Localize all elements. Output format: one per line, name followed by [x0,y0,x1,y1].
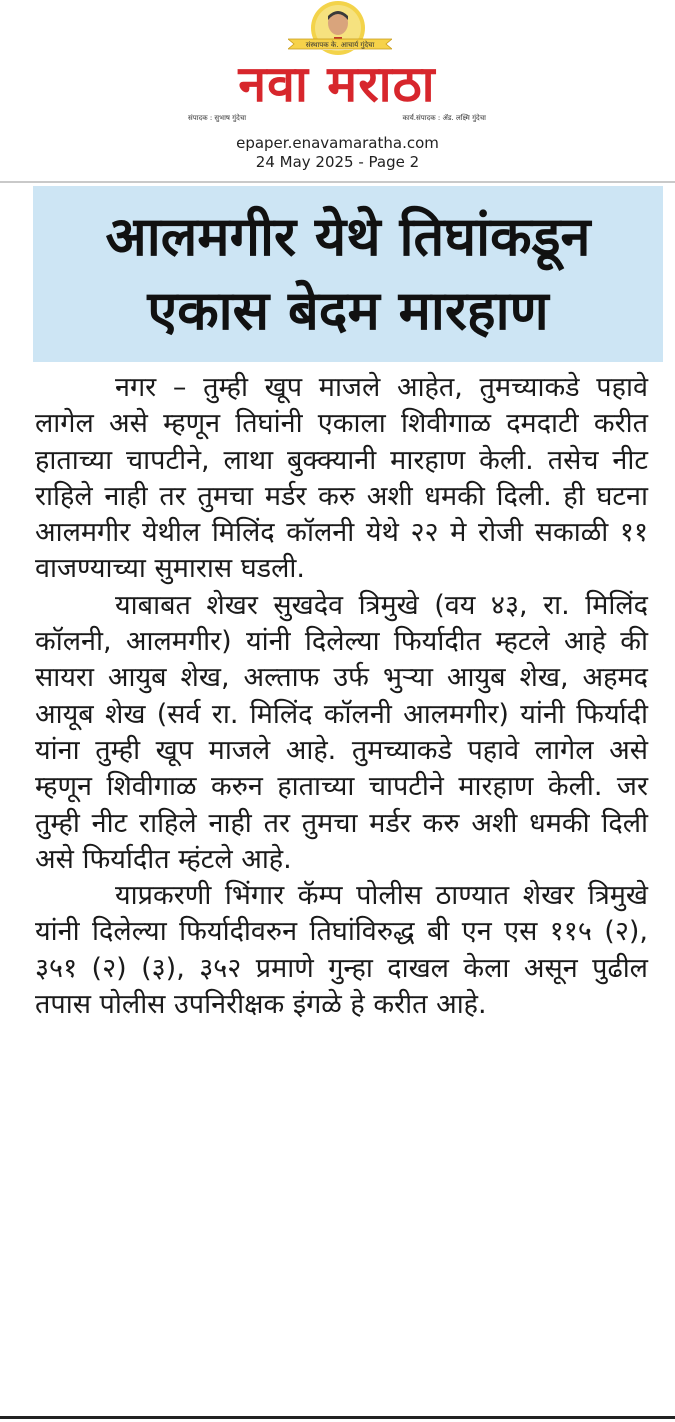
epaper-url: epaper.enavamaratha.com [236,134,439,152]
headline-line-1: आलमगीर येथे तिघांकडून [105,205,591,268]
top-divider [0,181,675,183]
headline-box [33,186,663,362]
editor-name: संपादक : सुभाष गुंदेचा [188,114,247,122]
article-headline [33,186,663,348]
date-and-page: 24 May 2025 - Page 2 [255,153,420,171]
newspaper-logo: नवा मराठा [238,55,436,113]
article-paragraph-2: याबाबत शेखर सुखदेव त्रिमुखे (वय ४३, रा. मिलिंद कॉलनी, आलमगीर) यांनी दिलेल्या फिर्यादीत म्हटले आहे की सायरा आयुब शेख, अल्ताफ उर्फ भुऱ्या आयुब शेख, अहमद आयूब शेख (सर्व रा. मिलिंद कॉलनी आलमगीर) यांनी फिर्यादी यांना तुम्ही खूप माजले आहे. तुमच्याकडे पहावे लागेल असे म्हणून शिवीगाळ करुन हाताच्या चापटीने मारहाण केली. जर तुम्ही नीट राहिले नाही तर तुमचा मर्डर करु अशी धमकी दिली असे फिर्यादीत म्हंटले आहे. [35,589,648,875]
founder-ribbon [288,36,392,52]
svg-text:संस्थापक के. आचार्य गुंदेचा: संस्थापक के. आचार्य गुंदेचा [305,41,375,49]
headline-line-2: एकास बेदम मारहाण [147,279,549,342]
article-paragraph-1: नगर – तुम्ही खूप माजले आहेत, तुमच्याकडे पहावे लागेल असे म्हणून तिघांनी एकाला शिवीगाळ दमदाटी करीत हाताच्या चापटीने, लाथा बुक्क्यानी मारहाण केली. तसेच नीट राहिले नाही तर तुमचा मर्डर करु अशी धमकी दिली. ही घटना आलमगीर येथील मिलिंद कॉलनी येथे २२ मे रोजी सकाळी ११ वाजण्याच्या सुमारास घडली. [35,372,648,585]
bottom-divider [0,1416,675,1419]
article-paragraph-3: याप्रकरणी भिंगार कॅम्प पोलीस ठाण्यात शेखर त्रिमुखे यांनी दिलेल्या फिर्यादीवरुन तिघांविरुद्ध बी एन एस ११५ (२), ३५१ (२) (३), ३५२ प्रमाणे गुन्हा दाखल केला असून पुढील तपास पोलीस उपनिरीक्षक इंगळे हे करीत आहे. [35,880,648,1021]
executive-editor-name: कार्य.संपादक : ॲड. लक्ष्मि गुंदेचा [402,114,486,122]
editor-strip [186,112,488,124]
masthead [0,0,675,182]
article-body [35,370,648,1023]
